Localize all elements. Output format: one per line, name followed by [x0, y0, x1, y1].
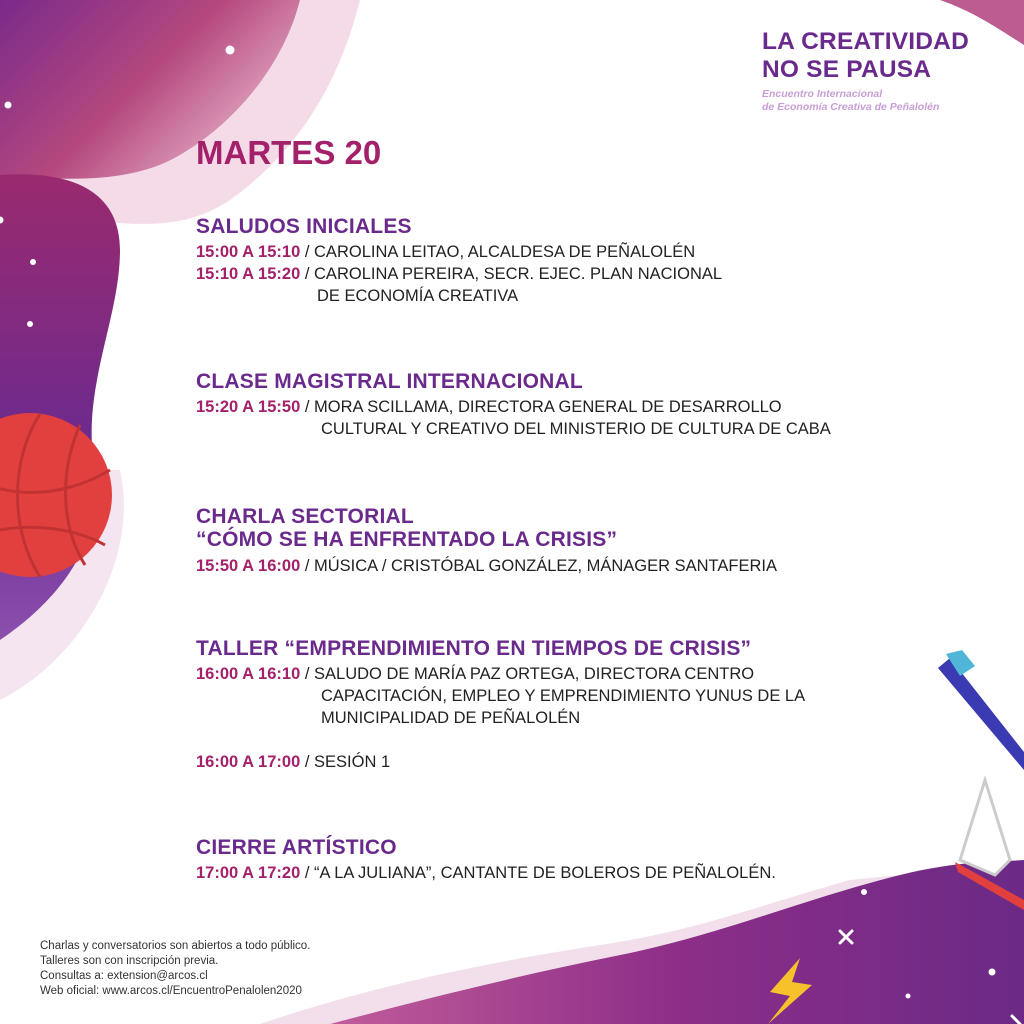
footer-line: Talleres son con inscripción previa.: [40, 955, 219, 967]
time-range: 17:00 A 17:20: [196, 864, 301, 882]
schedule-text: / SESIÓN 1: [300, 753, 391, 771]
time-range: 15:00 A 15:10: [196, 243, 301, 261]
time-range: 15:50 A 16:00: [196, 557, 301, 575]
footer-notes: [40, 939, 310, 999]
footer-line: Web oficial: www.arcos.cl/EncuentroPenalolen2020: [40, 985, 302, 997]
time-range: 15:20 A 15:50: [196, 398, 301, 416]
brand-subtitle-line2: de Economía Creativa de Peñalolén: [762, 101, 940, 113]
footer-line: Charlas y conversatorios son abiertos a todo público.: [40, 940, 311, 952]
schedule-text: / “A LA JULIANA”, CANTANTE DE BOLEROS DE PEÑALOLÉN.: [300, 864, 776, 882]
schedule-row-continuation: CULTURAL Y CREATIVO DEL MINISTERIO DE CULTURA DE CABA: [321, 420, 831, 438]
schedule-row: [196, 263, 722, 285]
schedule-row-continuation: CAPACITACIÓN, EMPLEO Y EMPRENDIMIENTO YUNUS DE LA: [321, 687, 806, 705]
brand-title-line1: LA CREATIVIDAD: [762, 28, 969, 55]
bottom-wave-shape: [330, 860, 1024, 1024]
schedule-row: [196, 862, 776, 884]
schedule-row: [196, 396, 831, 418]
section-title: SALUDOS INICIALES: [196, 215, 412, 238]
schedule-text: / CAROLINA PEREIRA, SECR. EJEC. PLAN NACIONAL: [300, 265, 723, 283]
section-cierre-artistico: [196, 836, 776, 884]
schedule-row-continuation: MUNICIPALIDAD DE PEÑALOLÉN: [321, 709, 581, 727]
section-charla-sectorial: [196, 505, 777, 577]
schedule-row-continuation: DE ECONOMÍA CREATIVA: [317, 287, 519, 305]
brand-subtitle-line1: Encuentro Internacional: [762, 88, 883, 100]
schedule-row: [196, 555, 777, 577]
section-taller: [196, 637, 805, 773]
footer-line: Consultas a: extension@arcos.cl: [40, 970, 208, 982]
section-title: CIERRE ARTÍSTICO: [196, 836, 397, 859]
schedule-text: / MÚSICA / CRISTÓBAL GONZÁLEZ, MÁNAGER SANTAFERIA: [300, 557, 778, 575]
section-saludos: [196, 215, 722, 307]
section-title: CHARLA SECTORIAL: [196, 505, 414, 528]
section-title-line2: “CÓMO SE HA ENFRENTADO LA CRISIS”: [196, 528, 618, 551]
section-title: TALLER “EMPRENDIMIENTO EN TIEMPOS DE CRISIS”: [196, 637, 752, 660]
brand-title-line2: NO SE PAUSA: [762, 56, 932, 83]
day-title: MARTES 20: [196, 134, 382, 171]
pencil-icon: [938, 650, 1024, 770]
time-range: 15:10 A 15:20: [196, 265, 301, 283]
event-brand: [762, 28, 969, 114]
time-range: 16:00 A 17:00: [196, 753, 301, 771]
schedule-row: [196, 241, 722, 263]
schedule-text: / SALUDO DE MARÍA PAZ ORTEGA, DIRECTORA CENTRO: [300, 665, 755, 683]
time-range: 16:00 A 16:10: [196, 665, 301, 683]
section-clase-magistral: [196, 370, 831, 440]
schedule-text: / MORA SCILLAMA, DIRECTORA GENERAL DE DESARROLLO: [300, 398, 782, 416]
section-title: CLASE MAGISTRAL INTERNACIONAL: [196, 370, 583, 393]
schedule-text: / CAROLINA LEITAO, ALCALDESA DE PEÑALOLÉN: [300, 243, 696, 261]
schedule-row: [196, 663, 805, 685]
schedule-row: [196, 751, 805, 773]
